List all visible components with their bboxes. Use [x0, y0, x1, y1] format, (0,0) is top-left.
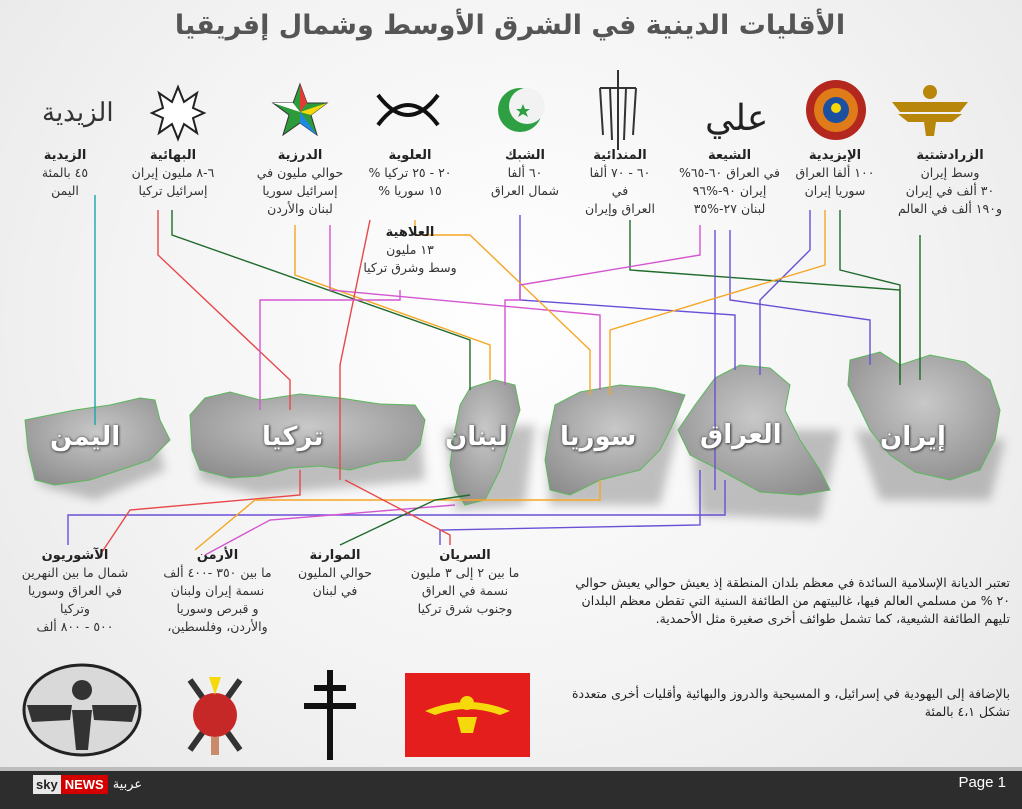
- group-druze-name: الدرزية: [277, 148, 323, 163]
- group-assyrian-name: الآشوريون: [41, 548, 109, 563]
- group-zaidi-name: الزيدية: [43, 148, 87, 163]
- logo-sky: sky: [33, 775, 61, 794]
- group-yazidi-name: الإيزيدية: [808, 148, 862, 163]
- assyrian-winged-emblem-icon: [24, 665, 140, 755]
- druze-five-color-star-icon: [273, 84, 327, 135]
- country-label-lebanon: لبنان: [445, 422, 508, 452]
- country-label-yemen: اليمن: [50, 422, 121, 452]
- group-shabak: [480, 148, 570, 200]
- group-mandaean-desc: ٦٠ - ٧٠ ألفا في العراق وإيران: [585, 165, 655, 216]
- group-maronite-name: الموارنة: [309, 548, 361, 563]
- page-number: Page 1: [958, 774, 1006, 791]
- page-title: الأقليات الدينية في الشرق الأوسط وشمال إفريقيا: [174, 10, 846, 41]
- crescent-star-icon: [498, 88, 545, 132]
- group-armenian: [150, 548, 285, 636]
- group-shia: [672, 148, 787, 218]
- group-zoroastrian-desc: وسط إيران ٣٠ ألف في إيران و١٩٠ ألف في العالم: [898, 165, 1002, 216]
- group-yazidi: [785, 148, 885, 200]
- peacock-icon: [806, 80, 866, 140]
- country-label-iraq: العراق: [700, 420, 782, 450]
- group-maronite-desc: حوالي المليون في لبنان: [298, 565, 372, 598]
- group-bahai: [118, 148, 228, 200]
- group-alevi: [350, 225, 470, 277]
- svg-text:علي: علي: [705, 98, 769, 139]
- group-zaidi-desc: ٤٥ بالمئة اليمن: [41, 165, 89, 198]
- maronite-cross-icon: [304, 670, 356, 760]
- group-syriac: [395, 548, 535, 618]
- group-mandaean: [570, 148, 670, 218]
- group-yazidi-desc: ١٠٠ ألفا العراق سوريا إيران: [795, 165, 875, 198]
- country-label-syria: سوريا: [560, 422, 637, 452]
- group-syriac-desc: ما بين ٢ إلى ٣ مليون نسمة في العراق وجنوب شرق تركيا: [410, 565, 520, 616]
- zaidi-calligraphy-icon: [42, 98, 114, 128]
- sky-news-arabia-logo: [33, 772, 147, 796]
- group-armenian-desc: ما بين ٣٥٠ -٤٠٠ ألف نسمة إيران ولبنان و قبرص وسوريا والأردن، وفلسطين،: [163, 565, 272, 634]
- group-mandaean-name: المندائية: [593, 148, 647, 163]
- group-alawite-desc: ٢٠ - ٢٥ تركيا % ١٥ سوريا %: [368, 165, 452, 198]
- group-maronite: [285, 548, 385, 600]
- group-druze-desc: حوالي مليون في إسرائيل سوريا لبنان والأردن: [256, 165, 344, 216]
- group-alevi-desc: ١٣ مليون وسط وشرق تركيا: [363, 242, 457, 275]
- group-bahai-desc: ٦-٨ مليون إيران إسرائيل تركيا: [131, 165, 215, 198]
- group-zoroastrian-name: الزرادشتية: [916, 148, 984, 163]
- line-mandaean-green: [630, 220, 900, 380]
- group-zoroastrian: [885, 148, 1015, 218]
- svg-text:الزيدية: الزيدية: [42, 98, 114, 128]
- syriac-flag-icon: [405, 673, 530, 757]
- logo-news: NEWS: [61, 775, 108, 794]
- group-assyrian: [10, 548, 140, 636]
- armenian-eternity-emblem-icon: [190, 677, 240, 755]
- map-shadows: [30, 420, 1005, 520]
- logo-arabic: عربية: [112, 776, 143, 792]
- paragraph-main: تعتبر الديانة الإسلامية السائدة في معظم بلدان المنطقة إذ يعيش حوالي يعيش حوالي ٢٠ % من مسلمي العالم فيها، غالبيتهم من الطائفة السنية التي تقطن معظم البلدان تليهم الطائفة الشيعية، كما تشمل طوائف أخرى صغيرة مثل الأحمدية.: [575, 575, 1010, 626]
- line-yazidi-orange: [610, 210, 825, 395]
- group-shia-desc: في العراق ٦٠-٦٥% إيران ٩٠-%٩٦ لبنان ٢٧-%٣٥: [678, 165, 780, 216]
- ali-calligraphy-icon: [705, 98, 768, 139]
- line-shabak: [520, 215, 735, 370]
- crossed-swords-icon: [378, 95, 438, 125]
- group-shabak-name: الشبك: [505, 148, 545, 163]
- line-shia-purple2: [730, 230, 870, 365]
- group-syriac-name: السريان: [439, 548, 491, 563]
- country-label-turkey: تركيا: [262, 422, 324, 452]
- group-alevi-name: العلاهية: [385, 225, 435, 240]
- line-shia-magenta: [505, 225, 700, 385]
- line-bahai-red: [158, 210, 290, 410]
- group-armenian-name: الأرمن: [196, 548, 239, 563]
- group-alawite: [355, 148, 465, 200]
- group-alawite-name: العلوية: [388, 148, 432, 163]
- footer-bar: [0, 767, 1022, 809]
- faravahar-icon: [892, 85, 968, 136]
- group-assyrian-desc: شمال ما بين النهرين في العراق وسوريا وتركيا ٥٠٠ - ٨٠٠ ألف: [21, 565, 129, 634]
- mandaean-drabsha-icon: [600, 70, 636, 150]
- group-shabak-desc: ٦٠ ألفا شمال العراق: [491, 165, 559, 198]
- nine-pointed-star-icon: [152, 87, 204, 139]
- country-label-iran: إيران: [880, 422, 946, 452]
- group-bahai-name: البهائية: [149, 148, 197, 163]
- group-zaidi: [25, 148, 105, 200]
- paragraph-secondary: بالإضافة إلى اليهودية في إسرائيل، و المسيحية والدروز والبهائية وأقليات أخرى متعددة تشكل ٤،١ بالمئة: [571, 686, 1010, 719]
- line-yazidi-purple: [760, 210, 810, 375]
- group-shia-name: الشيعة: [707, 148, 752, 163]
- group-druze: [240, 148, 360, 218]
